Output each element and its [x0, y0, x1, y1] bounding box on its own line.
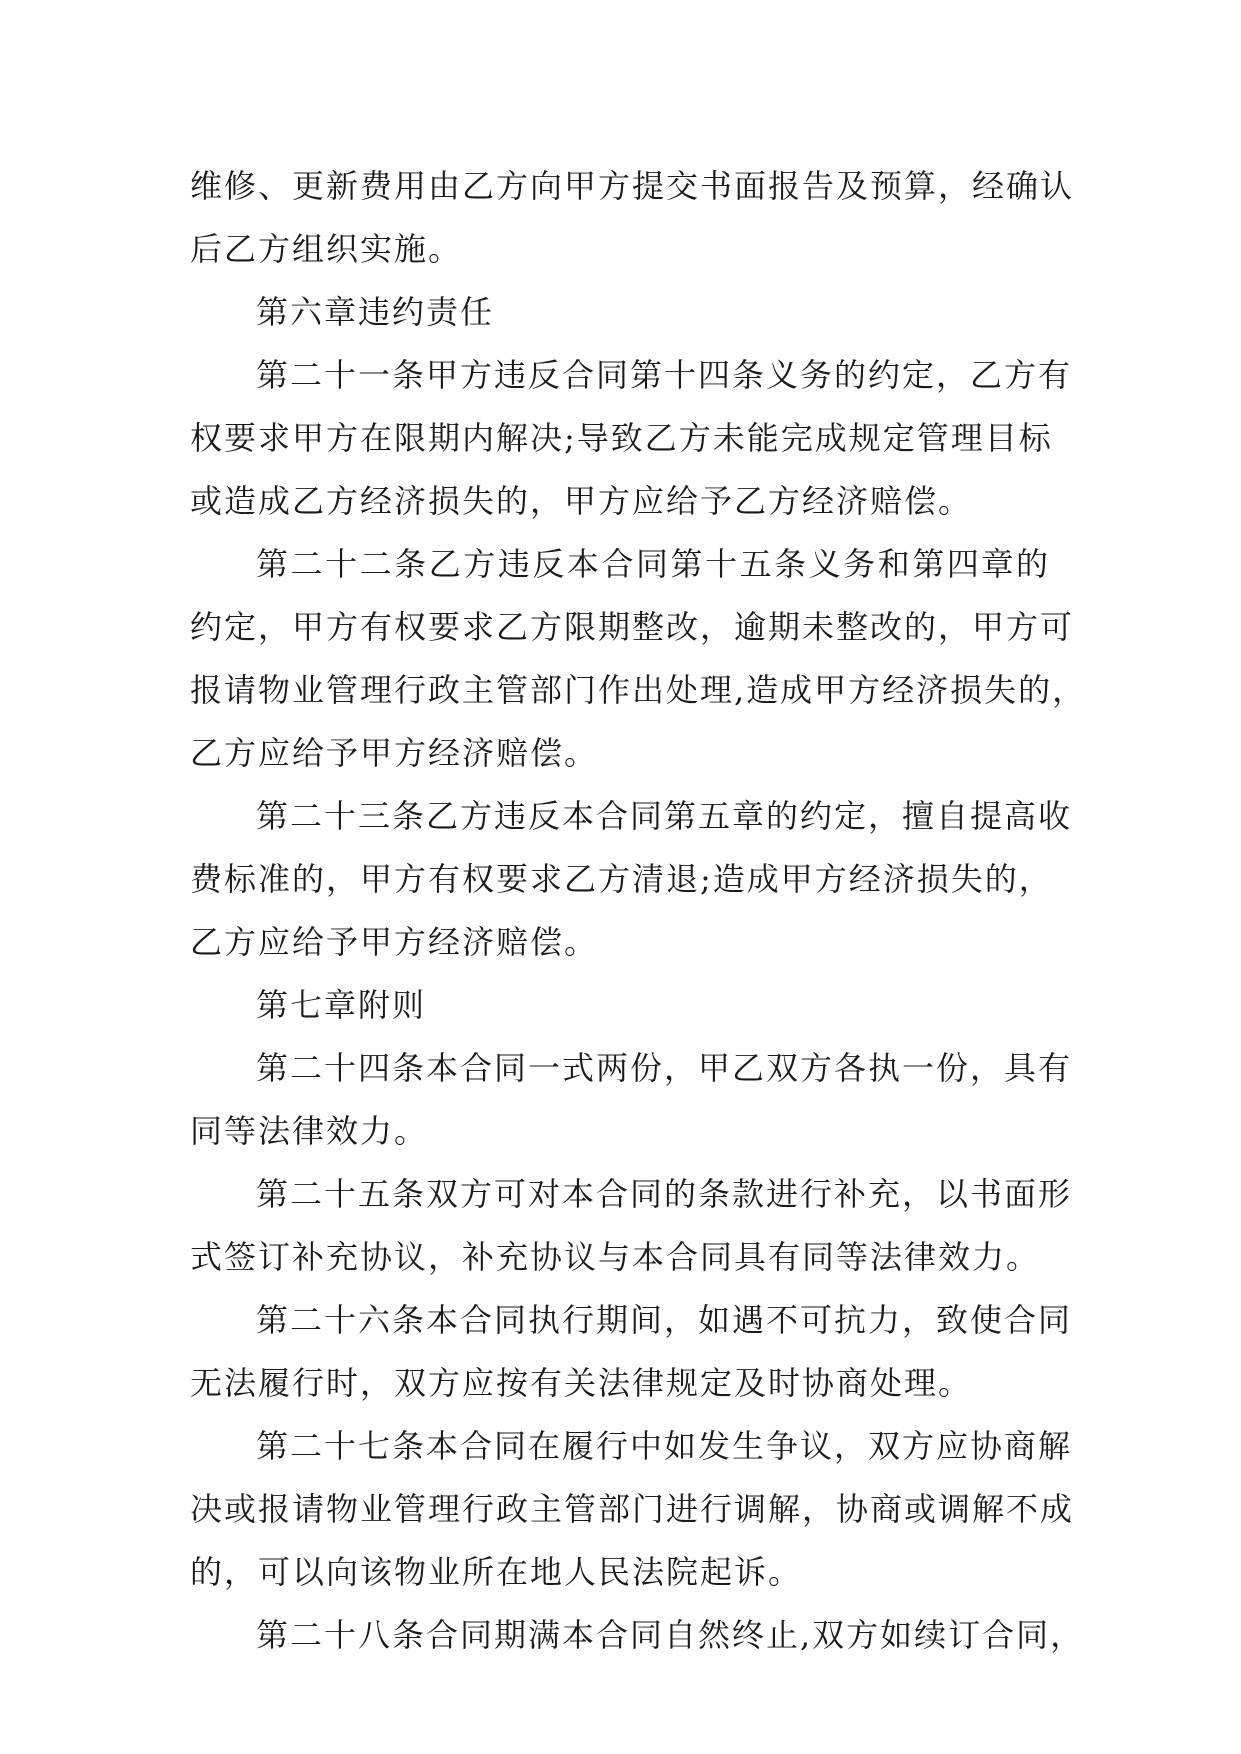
text-line: 约定，甲方有权要求乙方限期整改，逾期未整改的，甲方可 — [190, 608, 1075, 646]
text-line: 乙方应给予甲方经济赔偿。 — [190, 923, 599, 961]
text-line: 式签订补充协议，补充协议与本合同具有同等法律效力。 — [190, 1238, 1041, 1276]
text-line: 费标准的，甲方有权要求乙方清退;造成甲方经济损失的， — [190, 860, 1053, 898]
article-line: 第二十三条乙方违反本合同第五章的约定，擅自提高收 — [256, 797, 1073, 835]
text-line: 决或报请物业管理行政主管部门进行调解，协商或调解不成 — [190, 1490, 1075, 1528]
document-body — [190, 155, 1087, 1667]
article-line: 第二十四条本合同一式两份，甲乙双方各执一份，具有 — [256, 1049, 1073, 1087]
text-line: 或造成乙方经济损失的，甲方应给予乙方经济赔偿。 — [190, 482, 973, 520]
text-line: 报请物业管理行政主管部门作出处理,造成甲方经济损失的， — [190, 671, 1087, 709]
text-line: 同等法律效力。 — [190, 1112, 429, 1150]
article-line: 第二十七条本合同在履行中如发生争议，双方应协商解 — [256, 1427, 1073, 1465]
text-line: 乙方应给予甲方经济赔偿。 — [190, 734, 599, 772]
text-line: 后乙方组织实施。 — [190, 230, 463, 268]
article-line: 第二十六条本合同执行期间，如遇不可抗力，致使合同 — [256, 1301, 1073, 1339]
text-line: 维修、更新费用由乙方向甲方提交书面报告及预算，经确认 — [190, 167, 1075, 205]
text-line: 无法履行时，双方应按有关法律规定及时协商处理。 — [190, 1364, 973, 1402]
text-line: 的，可以向该物业所在地人民法院起诉。 — [190, 1553, 803, 1591]
article-line: 第二十八条合同期满本合同自然终止,双方如续订合同， — [256, 1616, 1085, 1654]
text-line: 权要求甲方在限期内解决;导致乙方未能完成规定管理目标 — [190, 419, 1053, 457]
article-line: 第二十一条甲方违反合同第十四条义务的约定，乙方有 — [256, 356, 1073, 394]
chapter-heading: 第六章违约责任 — [256, 293, 495, 331]
article-line: 第二十二条乙方违反本合同第十五条义务和第四章的 — [256, 545, 1050, 583]
article-line: 第二十五条双方可对本合同的条款进行补充，以书面形 — [256, 1175, 1073, 1213]
chapter-heading: 第七章附则 — [256, 986, 427, 1024]
